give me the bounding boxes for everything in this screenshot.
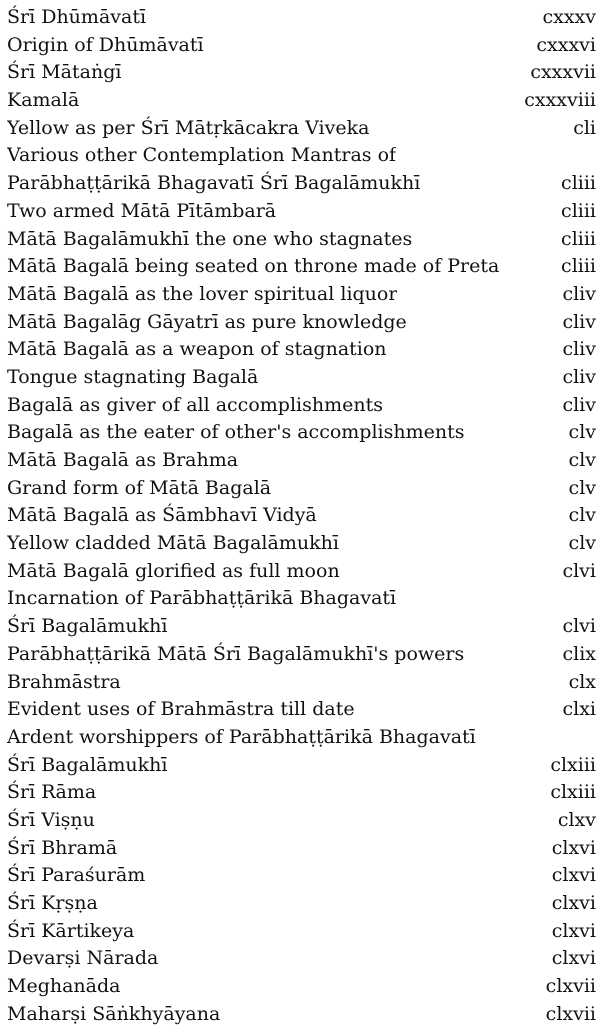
toc-entry-title: Śrī Kṛṣṇa [7, 892, 98, 914]
toc-entry-page: cli [573, 116, 596, 139]
toc-entry-title: Parābhaṭṭārikā Mātā Śrī Bagalāmukhī's powers [7, 642, 465, 665]
toc-entry-page: clxvi [551, 947, 596, 970]
toc-entry-page: clv [568, 421, 596, 444]
toc-entry-title: Yellow as per Śrī Mātṛkācakra Viveka [7, 116, 370, 139]
toc-entry-page: cxxxvi [536, 33, 596, 56]
toc-entry-title: Mātā Bagalā being seated on throne made of Preta [7, 255, 500, 278]
toc-entry-page: clv [568, 449, 596, 471]
toc-entry-page: cxxxviii [524, 89, 596, 112]
toc-entry-title: Meghanāda [7, 975, 121, 998]
toc-entry-title: Mātā Bagalā glorified as full moon [7, 559, 340, 582]
toc-entry [7, 4, 596, 32]
toc-entry-page: clv [568, 532, 596, 555]
toc-entry [7, 170, 596, 198]
toc-entry-page: clix [562, 642, 596, 665]
toc-entry-title: Śrī Bagalāmukhī [7, 753, 168, 776]
toc-entry [7, 419, 596, 447]
toc-entry [7, 724, 596, 752]
toc-entry [7, 253, 596, 281]
toc-entry-title: Bagalā as the eater of other's accomplishments [7, 421, 465, 444]
toc-entry [7, 945, 596, 973]
toc-entry-title: Śrī Bagalāmukhī [7, 615, 168, 638]
toc-entry [7, 309, 596, 337]
toc-entry-page: clvi [562, 615, 596, 638]
toc-entry-page: cliv [562, 338, 596, 361]
toc-entry-page: clxvii [545, 1002, 596, 1025]
toc-entry-title: Tongue stagnating Bagalā [7, 365, 259, 388]
toc-entry-title: Mātā Bagalā as a weapon of stagnation [7, 338, 387, 361]
toc-entry-title: Parābhaṭṭārikā Bhagavatī Śrī Bagalāmukhī [7, 172, 421, 195]
toc-entry-page: cliii [561, 172, 596, 195]
toc-entry-page: clxv [557, 808, 596, 831]
toc-entry [7, 613, 596, 641]
toc-entry [7, 807, 596, 835]
toc-entry-title: Grand form of Mātā Bagalā [7, 476, 272, 499]
table-of-contents [7, 4, 596, 1028]
toc-entry [7, 502, 596, 530]
toc-entry-page: cxxxv [542, 6, 596, 28]
toc-entry-page: clxvi [551, 836, 596, 859]
toc-entry-title: Mātā Bagalā as Śāmbhavī Vidyā [7, 504, 317, 527]
toc-entry [7, 779, 596, 807]
toc-entry-title: Śrī Kārtikeya [7, 919, 135, 942]
toc-entry [7, 1001, 596, 1029]
toc-entry [7, 973, 596, 1001]
toc-entry [7, 475, 596, 503]
toc-entry-title: Śrī Bhramā [7, 836, 118, 859]
toc-entry-title: Mātā Bagalā as Brahma [7, 449, 239, 471]
toc-entry-title: Mātā Bagalā as the lover spiritual liquor [7, 282, 398, 305]
toc-entry [7, 364, 596, 392]
toc-entry [7, 447, 596, 475]
toc-entry-page: clxvii [545, 975, 596, 998]
toc-entry-title: Śrī Dhūmāvatī [7, 6, 147, 28]
toc-entry [7, 115, 596, 143]
toc-entry-title: Mātā Bagalāg Gāyatrī as pure knowledge [7, 310, 407, 333]
toc-entry [7, 142, 596, 170]
toc-entry [7, 59, 596, 87]
toc-entry [7, 862, 596, 890]
toc-entry-title: Mātā Bagalāmukhī the one who stagnates [7, 227, 413, 250]
toc-entry-title: Yellow cladded Mātā Bagalāmukhī [7, 532, 339, 555]
toc-entry [7, 641, 596, 669]
toc-entry [7, 585, 596, 613]
toc-entry [7, 835, 596, 863]
toc-entry-title: Śrī Mātaṅgī [7, 61, 122, 84]
toc-entry-page: clx [568, 670, 596, 693]
toc-entry-page: clv [568, 504, 596, 527]
toc-entry-title: Two armed Mātā Pītāmbarā [7, 199, 277, 222]
toc-entry-title: Origin of Dhūmāvatī [7, 33, 204, 56]
toc-entry [7, 336, 596, 364]
toc-entry [7, 669, 596, 697]
toc-entry-title: Kamalā [7, 89, 80, 112]
toc-entry-title: Various other Contemplation Mantras of [7, 144, 397, 167]
toc-entry-title: Śrī Rāma [7, 781, 97, 804]
toc-entry-page: cliii [561, 199, 596, 222]
toc-entry [7, 530, 596, 558]
toc-entry-page: clvi [562, 559, 596, 582]
toc-entry [7, 890, 596, 918]
toc-entry [7, 392, 596, 420]
toc-entry-title: Maharṣi Sāṅkhyāyana [7, 1002, 221, 1025]
toc-entry-title: Ardent worshippers of Parābhaṭṭārikā Bhagavatī [7, 725, 476, 748]
toc-entry-page: clxiii [550, 781, 596, 804]
toc-entry-page: clv [568, 476, 596, 499]
toc-entry-title: Incarnation of Parābhaṭṭārikā Bhagavatī [7, 587, 397, 610]
toc-entry [7, 198, 596, 226]
toc-entry [7, 558, 596, 586]
toc-entry [7, 752, 596, 780]
toc-entry-page: cliii [561, 227, 596, 250]
toc-entry-title: Śrī Viṣṇu [7, 808, 95, 831]
toc-entry-page: clxvi [551, 919, 596, 942]
toc-entry [7, 87, 596, 115]
toc-entry-title: Devarṣi Nārada [7, 947, 159, 970]
toc-entry-page: clxvi [551, 892, 596, 914]
toc-entry-title: Brahmāstra [7, 670, 121, 693]
toc-entry-page: cliv [562, 282, 596, 305]
toc-entry-page: clxvi [551, 864, 596, 887]
toc-entry [7, 32, 596, 60]
toc-entry [7, 281, 596, 309]
toc-entry-page: cliii [561, 255, 596, 278]
toc-entry-page: cliv [562, 310, 596, 333]
toc-entry-page: cliv [562, 365, 596, 388]
toc-entry-page: clxiii [550, 753, 596, 776]
toc-entry [7, 696, 596, 724]
toc-entry-title: Bagalā as giver of all accomplishments [7, 393, 383, 416]
toc-entry [7, 226, 596, 254]
toc-entry-page: clxi [562, 698, 596, 721]
toc-entry [7, 918, 596, 946]
toc-entry-title: Evident uses of Brahmāstra till date [7, 698, 355, 721]
toc-entry-title: Śrī Paraśurām [7, 864, 146, 887]
toc-entry-page: cxxxvii [530, 61, 596, 84]
toc-entry-page: cliv [562, 393, 596, 416]
